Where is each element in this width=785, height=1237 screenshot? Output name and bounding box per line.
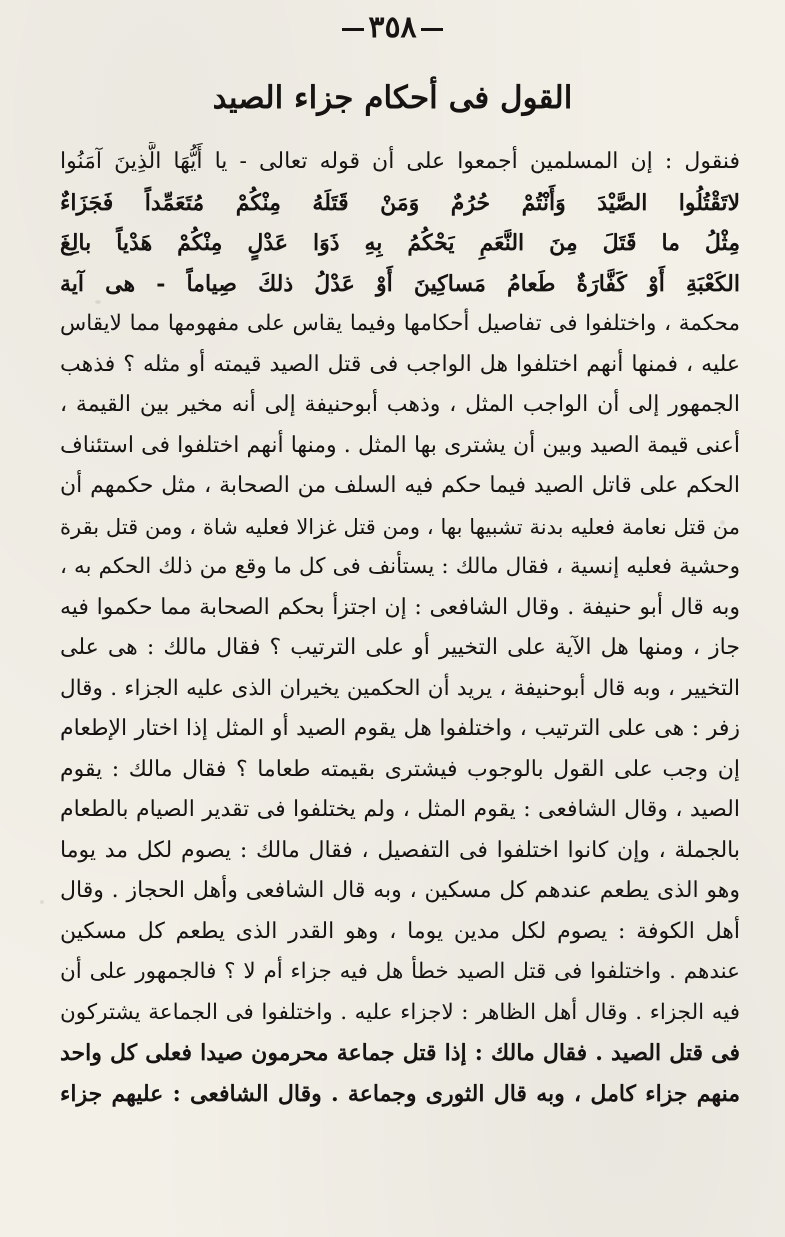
text-line: فيه الجزاء . وقال أهل الظاهر : لاجزاء عليه . واختلفوا فى الجماعة يشتركون [60,999,740,1025]
text-line: وحشية فعليه إنسية ، فقال مالك : يستأنف فى كل ما وقع من ذلك الحكم به ، [60,554,740,579]
verse-line: لاتَقْتُلُوا الصَّيْدَ وَأَنْتُمْ حُرُمٌ وَمَنْ قَتَلَهُ مِنْكُمْ مُتَعَمِّداً فَجَزَاءٌ [60,189,740,216]
verse-line: مِثْلُ ما قَتَلَ مِنَ النَّعَمِ يَحْكُمُ بِهِ ذَوَا عَدْلٍ مِنْكُمْ هَدْياً بالِغَ [60,230,740,256]
text-line: الصيد ، وقال الشافعى : يقوم المثل ، ولم يختلفوا فى تقدير الصيام بالطعام [60,797,740,822]
body-text [60,142,740,1227]
text-line: وهو الذى يطعم عندهم كل مسكين ، وبه قال الشافعى وأهل الحجاز . وقال [60,878,740,903]
text-line: جاز ، ومنها هل الآية على التخيير أو على الترتيب ؟ فقال مالك : هى على [60,635,740,660]
text-line: أهل الكوفة : يصوم لكل مدين يوما ، وهو القدر الذى يطعم كل مسكين [60,918,740,944]
text-line: بالجملة ، وإن كانوا اختلفوا فى التفصيل ، فقال مالك : يصوم لكل مد يوما [60,837,740,863]
text-line: زفر : هى على الترتيب ، واختلفوا هل يقوم الصيد أو المثل إذا اختار الإطعام [60,716,740,741]
text-line: فنقول : إن المسلمين أجمعوا على أن قوله تعالى - يا أَيُّهَا الَّذِينَ آمَنُوا [60,149,740,174]
text-line: عليه ، فمنها أنهم اختلفوا هل الواجب فى قتل الصيد قيمته أو مثله ؟ فذهب [60,351,740,377]
ink-speck [40,900,44,904]
text-line: من قتل نعامة فعليه بدنة تشبيها بها ، ومن قتل غزالا فعليه شاة ، ومن قتل بقرة [60,514,740,539]
section-title: القول فى أحكام جزاء الصيد [212,80,573,116]
text-line: إن وجب على القول بالوجوب فيشترى بقيمته طعاما ؟ فقال مالك : يقوم [60,756,740,782]
text-line: الحكم على قاتل الصيد فيما حكم فيه السلف من الصحابة ، مثل حكمهم أن [60,473,740,498]
text-line: الجمهور إلى أن الواجب المثل ، وذهب أبوحنيفة إلى أنه مخير بين القيمة ، [60,392,740,417]
page-number: ٣٥٨ [0,10,785,45]
text-line: فى قتل الصيد . فقال مالك : إذا قتل جماعة محرمون صيدا فعلى كل واحد [60,1040,740,1066]
text-line: وبه قال أبو حنيفة . وقال الشافعى : إن اجتزأ بحكم الصحابة مما حكموا فيه [60,594,740,620]
text-line: أعنى قيمة الصيد وبين أن يشترى بها المثل . ومنها أنهم اختلفوا فى استئناف [60,432,740,458]
verse-line: الكَعْبَةِ أَوْ كَفَّارَةٌ طَعامُ مَساكِينَ أَوْ عَدْلُ ذلكَ صِياماً - هى آية [60,270,740,297]
text-line: محكمة ، واختلفوا فى تفاصيل أحكامها وفيما يقاس على مفهومها مما لايقاس [60,311,740,336]
text-line: منهم جزاء كامل ، وبه قال الثورى وجماعة . وقال الشافعى : عليهم جزاء [60,1080,740,1107]
text-line: التخيير ، وبه قال أبوحنيفة ، يريد أن الحكمين يخيران الذى عليه الجزاء . وقال [60,675,740,701]
text-line: عندهم . واختلفوا فى قتل الصيد خطأ هل فيه جزاء أم لا ؟ فالجمهور على أن [60,959,740,984]
